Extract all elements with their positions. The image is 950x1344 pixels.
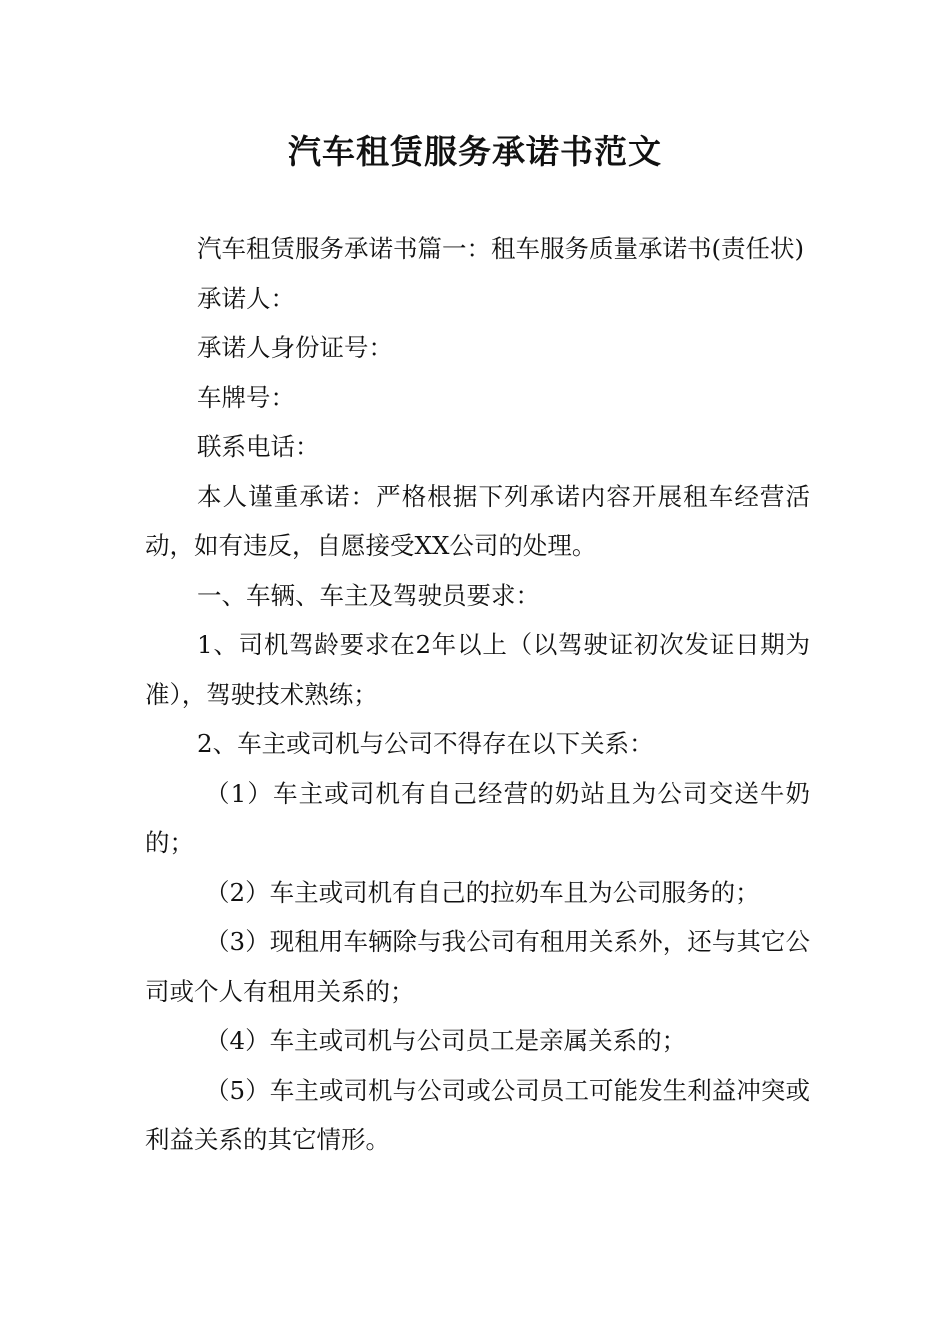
paragraph-section-1: 一、车辆、车主及驾驶员要求： <box>197 580 540 610</box>
document-body <box>145 224 810 1165</box>
paragraph-heading: 汽车租赁服务承诺书篇一：租车服务质量承诺书(责任状) <box>197 234 805 263</box>
document-title: 汽车租赁服务承诺书范文 <box>288 132 662 171</box>
paragraph-subitem-2: （2）车主或司机有自己的拉奶车且为公司服务的； <box>205 877 760 907</box>
paragraph-subitem-3: （3）现租用车辆除与我公司有租用关系外，还与其它公司或个人有租用关系的； <box>145 927 810 1006</box>
paragraph-id-number: 承诺人身份证号： <box>197 333 393 362</box>
paragraph-subitem-4: （4）车主或司机与公司员工是亲属关系的； <box>205 1026 687 1055</box>
paragraph-subitem-1: （1）车主或司机有自己经营的奶站且为公司交送牛奶的； <box>145 778 810 857</box>
paragraph-item-1: 1、司机驾龄要求在2年以上（以驾驶证初次发证日期为准），驾驶技术熟练； <box>145 630 810 709</box>
paragraph-phone: 联系电话： <box>197 432 320 461</box>
paragraph-subitem-5: （5）车主或司机与公司或公司员工可能发生利益冲突或利益关系的其它情形。 <box>145 1075 810 1154</box>
paragraph-item-2: 2、车主或司机与公司不得存在以下关系： <box>197 729 654 758</box>
paragraph-plate-number: 车牌号： <box>197 382 295 412</box>
paragraph-pledge: 本人谨重承诺：严格根据下列承诺内容开展租车经营活动，如有违反，自愿接受XX公司的处理。 <box>145 481 810 560</box>
paragraph-promisor: 承诺人： <box>197 283 295 313</box>
